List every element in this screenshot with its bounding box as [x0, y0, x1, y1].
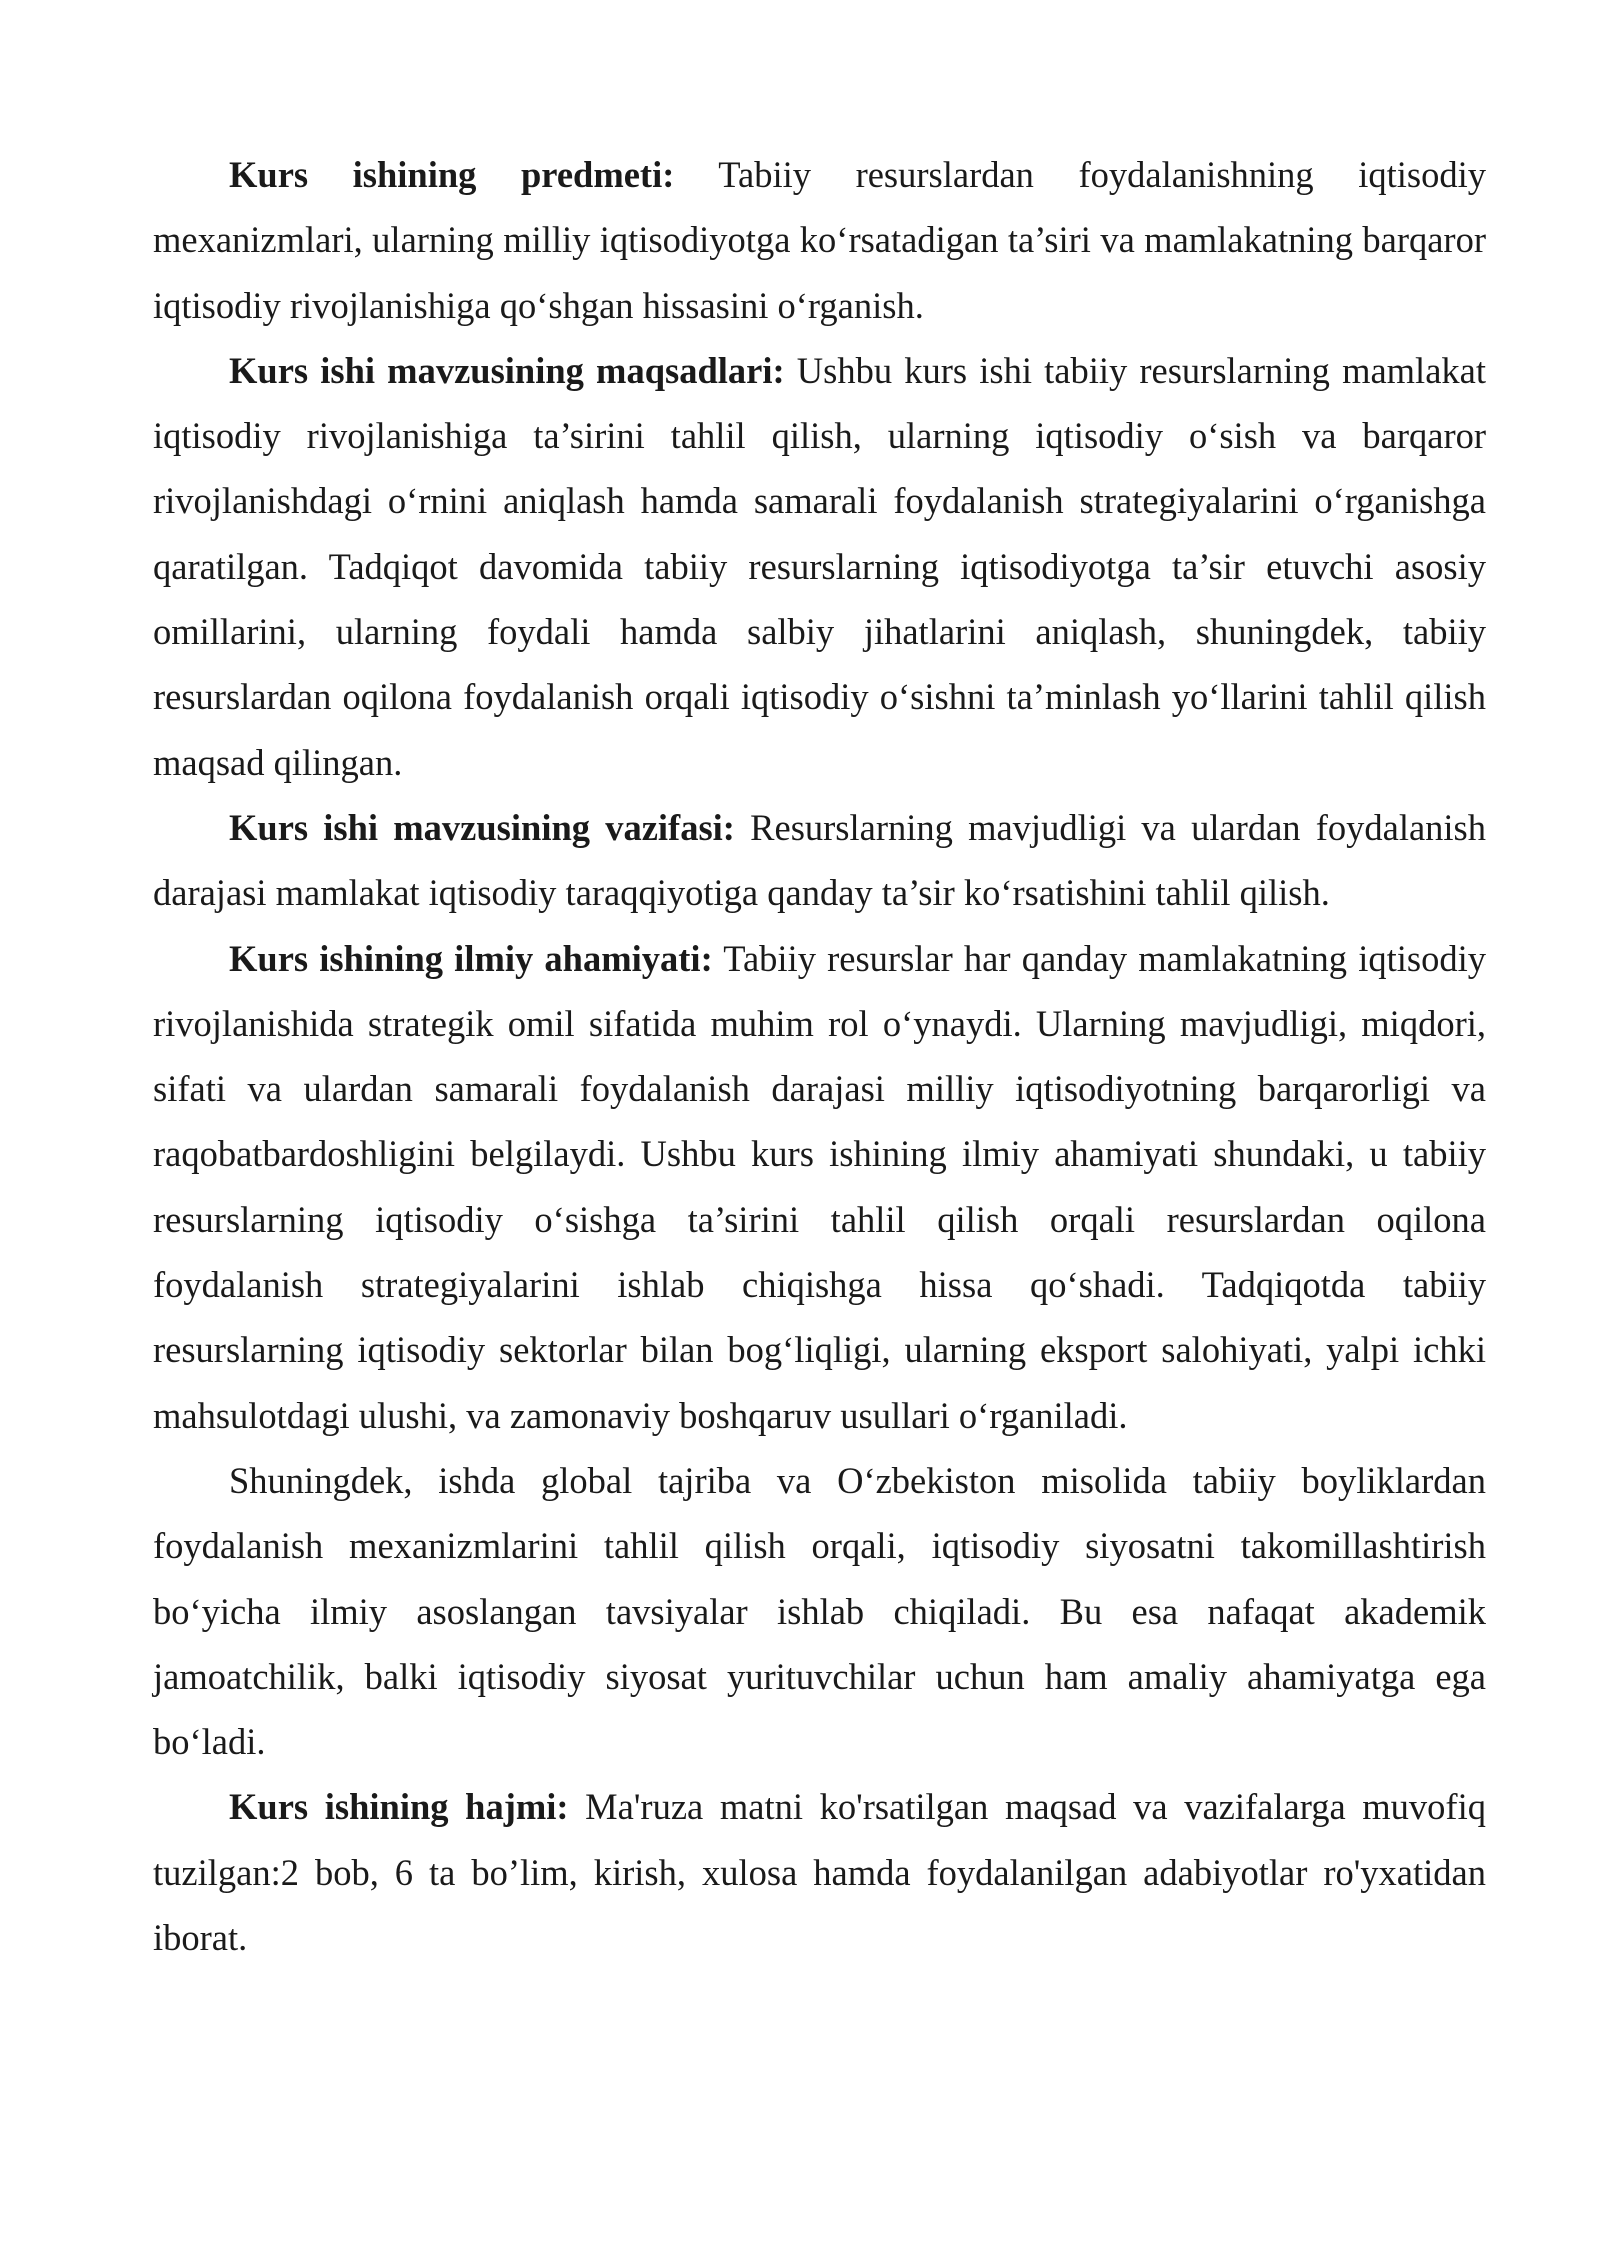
paragraph-maqsadlar	[153, 338, 1486, 795]
document-body	[153, 142, 1486, 1970]
paragraph-vazifa	[153, 795, 1486, 926]
paragraph-text-predmet: Tabiiy resurslardan foydalanishning iqtisodiy mexanizmlari, ularning milliy iqtisodiyotga ko‘rsatadigan ta’siri va mamlakatning barqaror iqtisodiy rivojlanishiga qo‘shgan hissasini o‘rganish.	[153, 154, 1486, 326]
paragraph-heading-vazifa: Kurs ishi mavzusining vazifasi:	[229, 806, 735, 848]
paragraph-heading-ilmiy-ahamiyat: Kurs ishining ilmiy ahamiyati:	[229, 937, 713, 979]
paragraph-predmet	[153, 142, 1486, 338]
paragraph-shuningdek	[153, 1448, 1486, 1774]
paragraph-heading-maqsadlar: Kurs ishi mavzusining maqsadlari:	[229, 349, 785, 391]
paragraph-ilmiy-ahamiyat	[153, 926, 1486, 1448]
paragraph-heading-hajm: Kurs ishining hajmi:	[229, 1786, 569, 1828]
paragraph-heading-predmet: Kurs ishining predmeti:	[229, 154, 675, 195]
paragraph-hajm	[153, 1774, 1486, 1970]
paragraph-text-vazifa: Resurslarning mavjudligi va ulardan foydalanish darajasi mamlakat iqtisodiy taraqqiyotiga qanday ta’sir ko‘rsatishini tahlil qilish.	[153, 806, 1486, 914]
paragraph-text-shuningdek: Shuningdek, ishda global tajriba va O‘zbekiston misolida tabiiy boyliklardan foydalanish mexanizmlarini tahlil qilish orqali, iqtisodiy siyosatni takomillashtirish bo‘yicha ilmiy asoslangan tavsiyalar ishlab chiqiladi. Bu esa nafaqat akademik jamoatchilik, balki iqtisodiy siyosat yurituvchilar uchun ham amaliy ahamiyatga ega bo‘ladi.	[153, 1459, 1486, 1763]
paragraph-text-ilmiy-ahamiyat: Tabiiy resurslar har qanday mamlakatning iqtisodiy rivojlanishida strategik omil sifatida muhim rol o‘ynaydi. Ularning mavjudligi, miqdori, sifati va ulardan samarali foydalanish darajasi milliy iqtisodiyotning barqarorligi va raqobatbardoshligini belgilaydi. Ushbu kurs ishining ilmiy ahamiyati shundaki, u tabiiy resurslarning iqtisodiy o‘sishga ta’sirini tahlil qilish orqali resurslardan oqilona foydalanish strategiyalarini ishlab chiqishga hissa qo‘shadi. Tadqiqotda tabiiy resurslarning iqtisodiy sektorlar bilan bog‘liqligi, ularning eksport salohiyati, yalpi ichki mahsulotdagi ulushi, va zamonaviy boshqaruv usullari o‘rganiladi.	[153, 937, 1486, 1436]
paragraph-text-maqsadlar: Ushbu kurs ishi tabiiy resurslarning mamlakat iqtisodiy rivojlanishiga ta’sirini tahlil qilish, ularning iqtisodiy o‘sish va barqaror rivojlanishdagi o‘rnini aniqlash hamda samarali foydalanish strategiyalarini o‘rganishga qaratilgan. Tadqiqot davomida tabiiy resurslarning iqtisodiyotga ta’sir etuvchi asosiy omillarini, ularning foydali hamda salbiy jihatlarini aniqlash, shuningdek, tabiiy resurslardan oqilona foydalanish orqali iqtisodiy o‘sishni ta’minlash yo‘llarini tahlil qilish maqsad qilingan.	[153, 349, 1486, 783]
paragraph-text-hajm: Ma'ruza matni ko'rsatilgan maqsad va vazifalarga muvofiq tuzilgan:2 bob, 6 ta bo’lim, kirish, xulosa hamda foydalanilgan adabiyotlar ro'yxatidan iborat.	[153, 1786, 1486, 1959]
